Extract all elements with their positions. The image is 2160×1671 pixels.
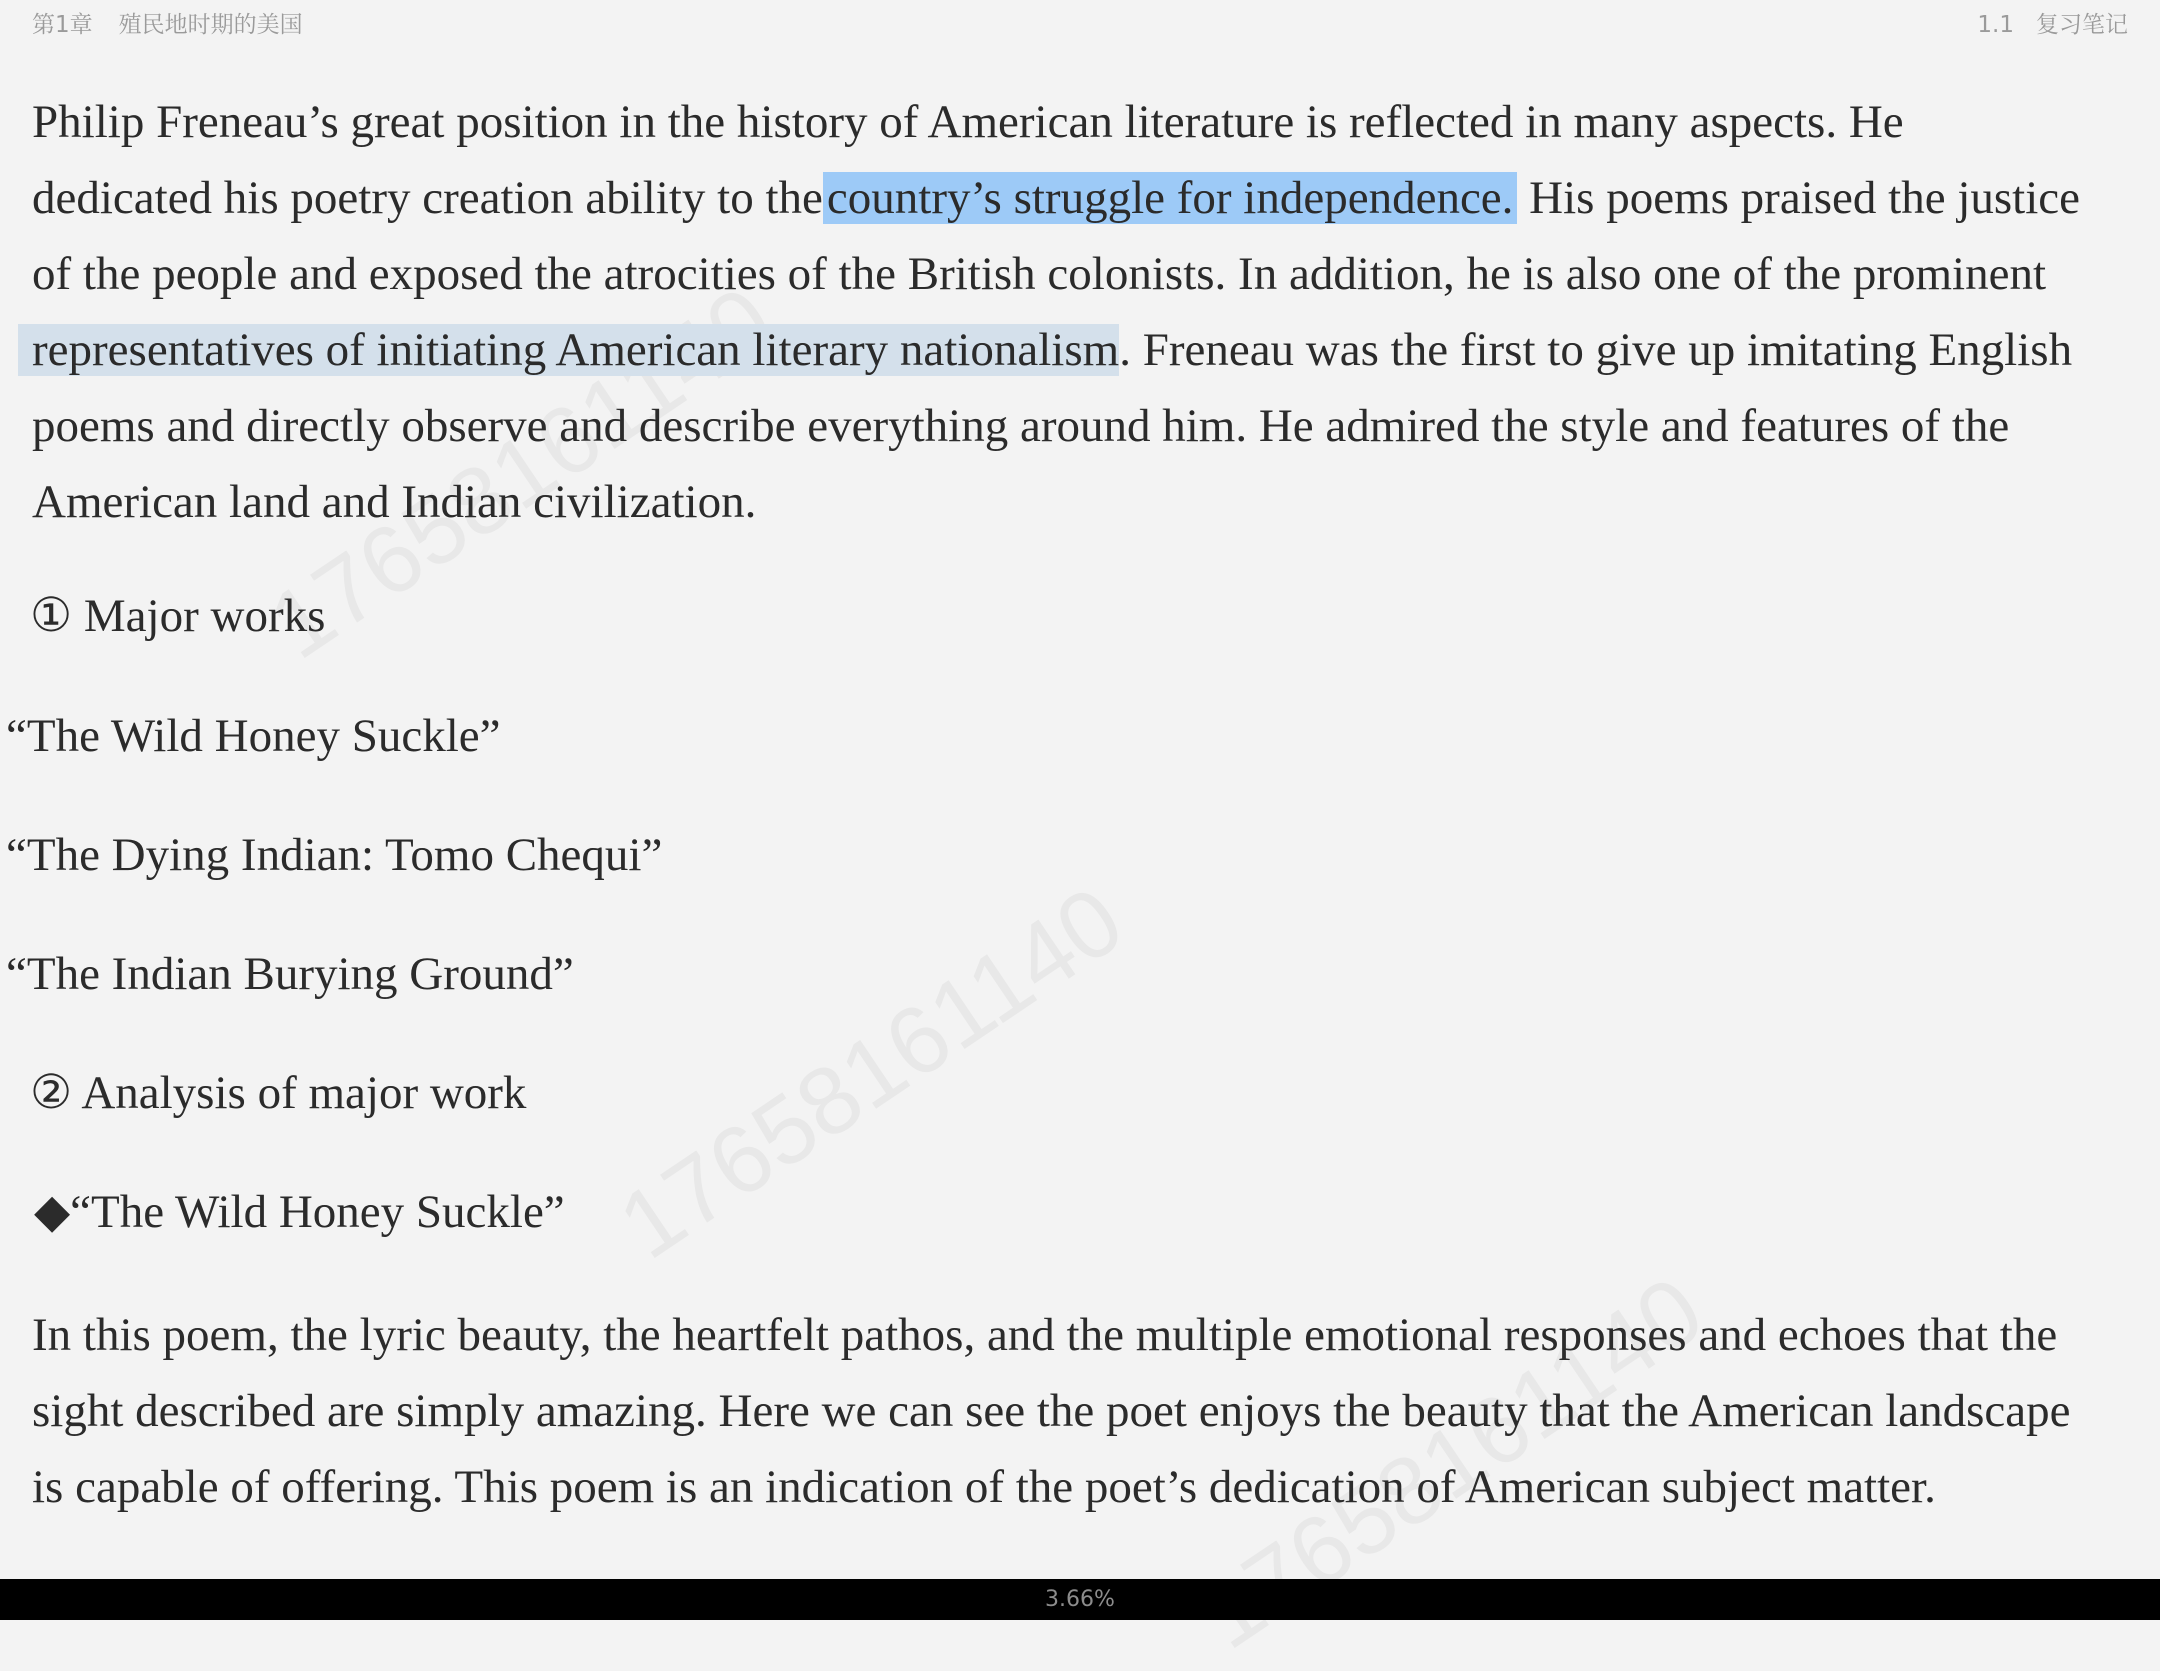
paragraph-line bbox=[32, 160, 2142, 236]
line-text: dedicated his poetry creation ability to the bbox=[32, 172, 823, 224]
analysis-item-heading bbox=[34, 1182, 565, 1242]
section-label: Analysis of major work bbox=[81, 1067, 527, 1119]
analysis-item-title: “The Wild Honey Suckle” bbox=[70, 1186, 565, 1238]
paragraph-line: sight described are simply amazing. Here we can see the poet enjoys the beauty that the American landscape bbox=[32, 1385, 2071, 1437]
paragraph-line: In this poem, the lyric beauty, the heartfelt pathos, and the multiple emotional responses and echoes that the bbox=[32, 1309, 2058, 1361]
section-title: 复习笔记 bbox=[2036, 12, 2128, 38]
section-heading-major-works bbox=[30, 586, 325, 646]
work-item: “The Dying Indian: Tomo Chequi” bbox=[6, 829, 663, 881]
section-heading-analysis bbox=[30, 1063, 526, 1123]
progress-percent: 3.66% bbox=[1045, 1587, 1115, 1612]
note-highlight[interactable]: representatives of initiating American literary nationalism bbox=[18, 324, 1119, 376]
section-heading bbox=[1977, 6, 2128, 39]
section-number: 1.1 bbox=[1977, 12, 2014, 38]
circled-number-2: ② bbox=[30, 1067, 73, 1119]
circled-number-1: ① bbox=[30, 590, 73, 642]
analysis-paragraph[interactable] bbox=[32, 1297, 2142, 1525]
paragraph-line: Philip Freneau’s great position in the history of American literature is reflected in many aspects. He bbox=[32, 96, 1904, 148]
diamond-bullet-icon: ◆ bbox=[34, 1186, 71, 1238]
chapter-heading bbox=[32, 6, 303, 39]
paragraph-line bbox=[32, 312, 2142, 388]
selected-highlight[interactable]: country’s struggle for independence. bbox=[823, 172, 1518, 224]
section-label: Major works bbox=[83, 590, 326, 642]
page-header bbox=[0, 0, 2160, 42]
paragraph-line: of the people and exposed the atrocities of the British colonists. In addition, he is also one of the prominent bbox=[32, 248, 2047, 300]
reading-progress-bar bbox=[0, 1579, 2160, 1620]
line-text: His poems praised the justice bbox=[1517, 172, 2080, 224]
work-item: “The Indian Burying Ground” bbox=[6, 948, 574, 1000]
paragraph-line: is capable of offering. This poem is an indication of the poet’s dedication of American subject matter. bbox=[32, 1461, 1936, 1513]
chapter-title: 殖民地时期的美国 bbox=[118, 12, 303, 38]
line-text: . Freneau was the first to give up imitating English bbox=[1119, 324, 2073, 376]
watermark-text bbox=[600, 866, 1142, 1282]
paragraph-line: American land and Indian civilization. bbox=[32, 476, 757, 528]
body-paragraph[interactable] bbox=[32, 84, 2142, 540]
paragraph-line: poems and directly observe and describe everything around him. He admired the style and features of the bbox=[32, 400, 2010, 452]
chapter-number: 第1章 bbox=[32, 12, 93, 38]
work-item: “The Wild Honey Suckle” bbox=[6, 710, 501, 762]
